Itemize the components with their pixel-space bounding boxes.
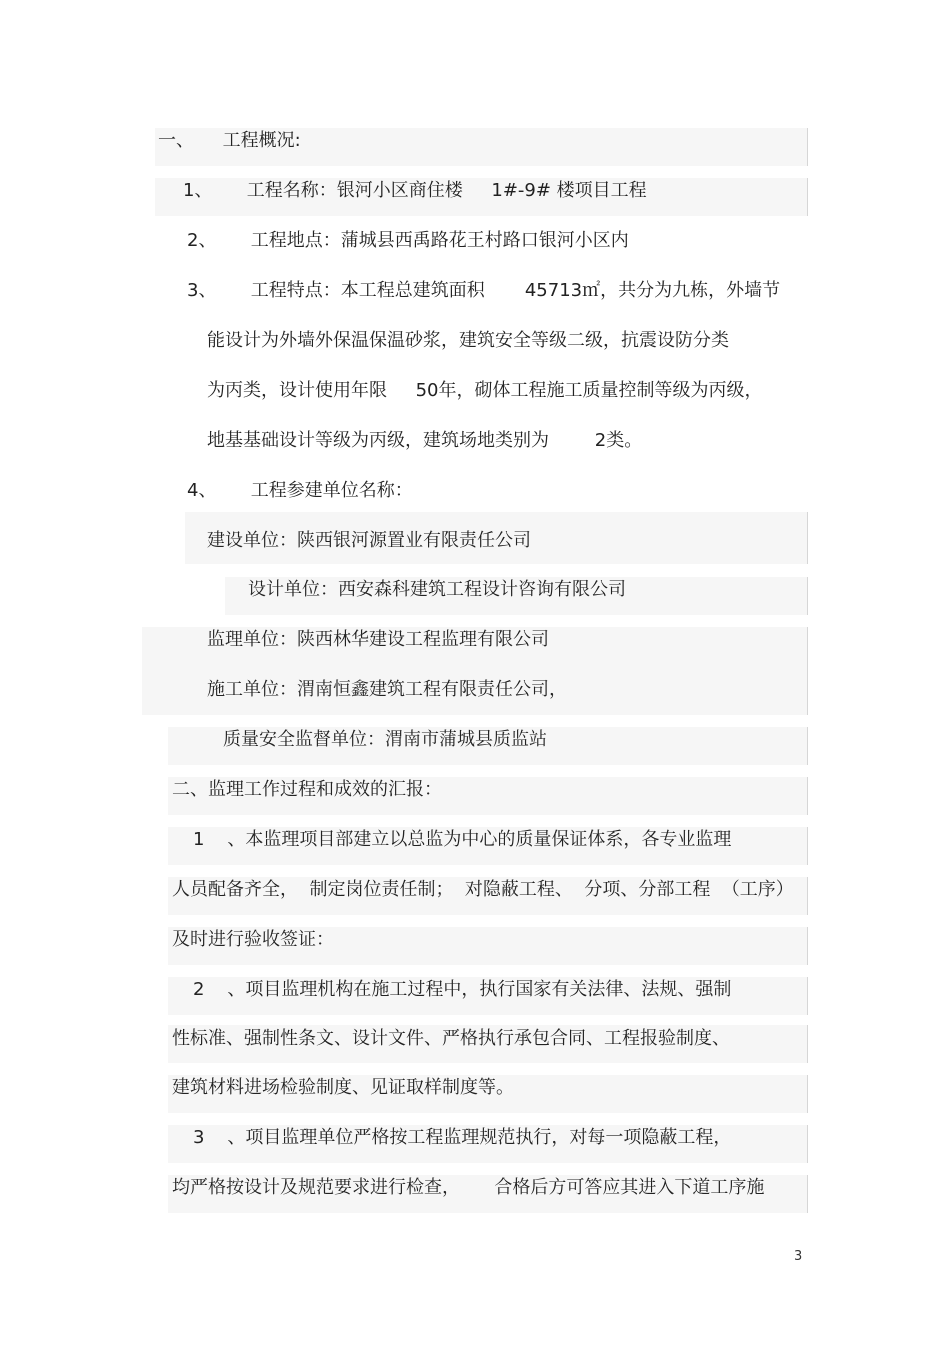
project-location-line: 2、 工程地点：蒲城县西禹路花王村路口银河小区内 [187, 230, 629, 251]
project-features-line: 能设计为外墙外保温保温砂浆，建筑安全等级二级，抗震设防分类 [207, 330, 729, 351]
paragraph-line: 2 、项目监理机构在施工过程中，执行国家有关法律、法规、强制 [193, 979, 732, 1000]
project-features-line: 地基基础设计等级为丙级，建筑场地类别为 2类。 [207, 430, 643, 451]
design-unit-line: 设计单位：西安森科建筑工程设计咨询有限公司 [248, 579, 626, 600]
project-name-line: 1、 工程名称：银河小区商住楼 1#-9# 楼项目工程 [183, 180, 647, 201]
participating-units-heading: 4、 工程参建单位名称： [187, 480, 413, 501]
project-features-line: 为丙类，设计使用年限 50年，砌体工程施工质量控制等级为丙级， [207, 380, 763, 401]
construction-unit-line: 建设单位：陕西银河源置业有限责任公司 [207, 530, 531, 551]
section-heading: 二、监理工作过程和成效的汇报： [172, 779, 442, 800]
supervision-unit-line: 监理单位：陕西林华建设工程监理有限公司 [207, 629, 549, 650]
paragraph-line: 均严格按设计及规范要求进行检查， 合格后方可答应其进入下道工序施 [172, 1177, 765, 1198]
paragraph-line: 人员配备齐全， 制定岗位责任制； 对隐蔽工程、 分项、分部工程 （工序） [172, 879, 794, 900]
paragraph-line: 及时进行验收签证： [172, 929, 334, 950]
quality-supervision-unit-line: 质量安全监督单位：渭南市蒲城县质监站 [223, 729, 547, 750]
paragraph-line: 性标准、强制性条文、设计文件、严格执行承包合同、工程报验制度、 [172, 1028, 730, 1049]
paragraph-line: 建筑材料进场检验制度、见证取样制度等。 [172, 1077, 514, 1098]
contractor-unit-line: 施工单位：渭南恒鑫建筑工程有限责任公司， [207, 679, 567, 700]
section-heading: 一、 工程概况: [158, 130, 301, 151]
paragraph-line: 1 、本监理项目部建立以总监为中心的质量保证体系，各专业监理 [193, 829, 732, 850]
project-features-line: 3、 工程特点：本工程总建筑面积 45713㎡，共分为九栋，外墙节 [187, 280, 781, 301]
paragraph-line: 3 、项目监理单位严格按工程监理规范执行，对每一项隐蔽工程， [193, 1127, 732, 1148]
page-number: 3 [794, 1249, 803, 1264]
